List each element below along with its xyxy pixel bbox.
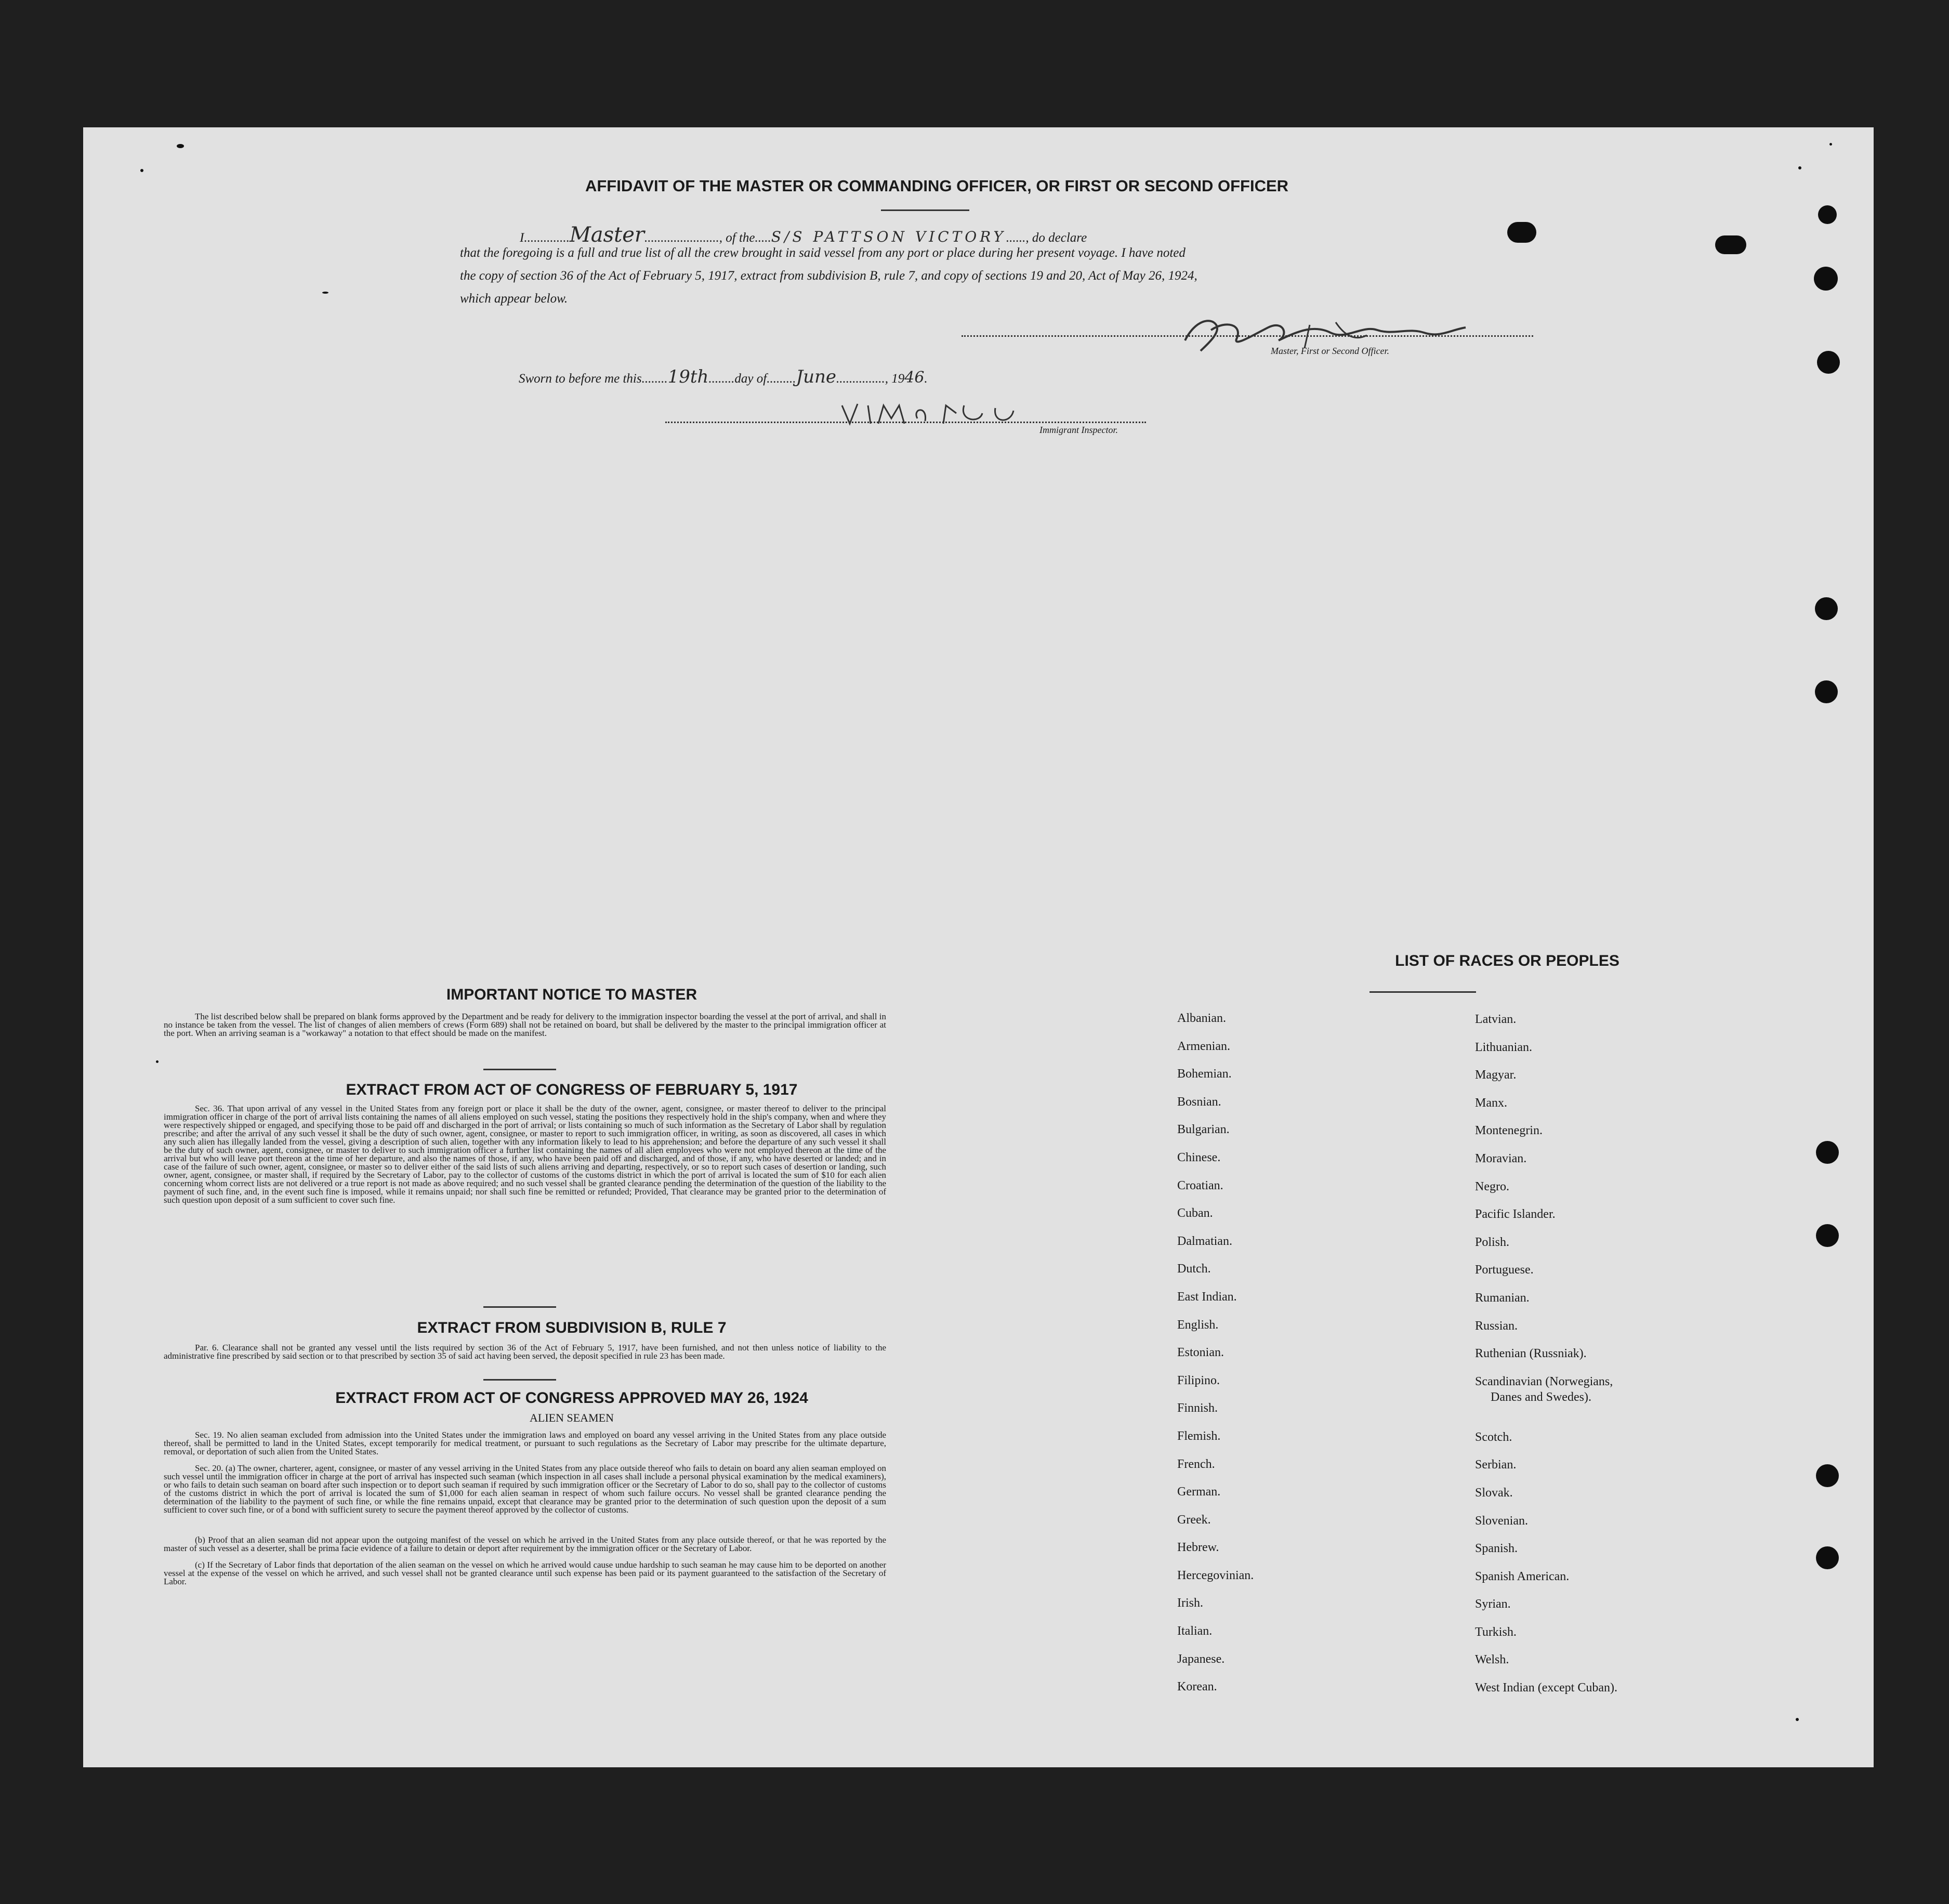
inspector-caption: Immigrant Inspector.	[1039, 425, 1118, 435]
race-item: Russian.	[1475, 1319, 1518, 1333]
sworn-label: Sworn to before me this	[519, 372, 642, 386]
of-the-label: , of the	[719, 231, 755, 245]
affidavit-heading: AFFIDAVIT OF THE MASTER OR COMMANDING OFFICER, OR FIRST OR SECOND OFFICER	[585, 177, 1289, 195]
race-item: Polish.	[1475, 1235, 1510, 1249]
day-handwritten: 19th	[667, 366, 709, 387]
notice-heading: IMPORTANT NOTICE TO MASTER	[446, 986, 697, 1003]
race-item: Japanese.	[1177, 1652, 1225, 1666]
divider-2	[483, 1306, 556, 1308]
race-item: Rumanian.	[1475, 1291, 1530, 1305]
race-item: Bulgarian.	[1177, 1123, 1230, 1137]
race-item: Italian.	[1177, 1624, 1213, 1638]
race-item: Finnish.	[1177, 1401, 1218, 1415]
signature-caption: Master, First or Second Officer.	[1271, 346, 1389, 356]
punch-hole	[1715, 235, 1746, 254]
sec20a-body: Sec. 20. (a) The owner, charterer, agent, consignee, or master of any vessel arriving in the United States from any place outside thereof who fails to detain on board any alien seaman employed on such vessel until the immigration officer in charge at the port of arrival has inspected such seaman (which inspection in all cases shall include a personal physical examination by the medical examiners), or who fails to detain such seaman on board after such inspection or to deport such seaman if required by such immigration officer or the Secretary of Labor to do so, shall pay to the collector of customs of the customs district in which the port of arrival is located the sum of $1,000 for each alien seaman in respect of whom such failure occurs. No vessel shall be granted clearance pending the determination of the liability to the payment of such fine, or while the fine remains unpaid, except that clearance may be granted prior to the determination of such question upon the deposit of a sum sufficient to cover such fine, or of a bond with sufficient surety to secure the payment thereof approved by the collector of customs.	[164, 1463, 886, 1515]
extract-1917-body: Sec. 36. That upon arrival of any vessel in the United States from any foreign port or place it shall be the duty of the owner, agent, consignee, or master thereof to deliver to the principal immigration officer in charge of the port of arrival lists containing the names of all aliens employed on such vessel, stating the positions they respectively hold in the ship's company, when and where they were respectively shipped or engaged, and specifying those to be paid off and discharged in the port of arrival; or lists containing so much of such information as the Secretary of Labor shall by regulation prescribe; and after the arrival of any such vessel it shall be the duty of such owner, agent, consignee, or master to report to such immigration officer, in writing, as soon as discovered, all cases in which any such alien has illegally landed from the vessel, giving a description of such alien, together with any information likely to lead to his apprehension; and before the departure of any such vessel it shall be the duty of such owner, agent, consignee, or master to deliver to such immigration officer a further list containing the names of all alien employees who were not employed thereon at the time of the arrival but who will leave port thereon at the time of her departure, and also the names of those, if any, who have been paid off and discharged, and of those, if any, who have deserted or landed; and in case of the failure of such owner, agent, consignee, or master so to deliver either of the said lists of such aliens arriving and departing, respectively, or so to report such cases of desertion or landing, such owner, agent, consignee, or master shall, if required by the Secretary of Labor, pay to the collector of customs of the customs district in which the port of arrival is located the sum of $10 for each alien concerning whom correct lists are not delivered or a true report is not made as above required; and no such vessel shall be granted clearance pending the determination of the question of the liability to the payment of such fine, and, in the event such fine is imposed, while it remains unpaid; nor shall such fine be remitted or refunded; Provided, That clearance may be granted prior to the determination of such question upon deposit of a sum sufficient to cover such fine.	[164, 1104, 886, 1205]
race-item: Greek.	[1177, 1513, 1211, 1527]
race-item: Slovenian.	[1475, 1514, 1528, 1528]
extract-1924-subheading: ALIEN SEAMEN	[530, 1411, 614, 1424]
race-item: Montenegrin.	[1475, 1124, 1543, 1138]
race-item: Cuban.	[1177, 1206, 1213, 1220]
notice-body: The list described below shall be prepared on blank forms approved by the Department and be ready for delivery to the immigration inspector boarding the vessel at the port of arrival, and shall in no instance be taken from the vessel. The list of changes of alien members of crews (Form 689) shall not be retained on board, but shall be delivered by the master to the principal immigration officer at the port. When an arriving seaman is a "workaway" a notation to that effect should be made on the manifest.	[164, 1012, 886, 1038]
race-item: Armenian.	[1177, 1039, 1230, 1053]
race-item: Filipino.	[1177, 1373, 1220, 1387]
races-left-column	[1177, 1011, 1254, 1708]
race-item: Korean.	[1177, 1680, 1217, 1694]
document-page	[83, 127, 1874, 1767]
race-item: Albanian.	[1177, 1012, 1226, 1025]
race-item: Spanish.	[1475, 1542, 1518, 1556]
year-prefix: , 19	[885, 372, 905, 386]
i-label: I	[520, 231, 524, 245]
month-handwritten: June	[796, 366, 836, 387]
race-item: Slovak.	[1475, 1486, 1513, 1500]
speck	[140, 169, 143, 172]
rule7-body: Par. 6. Clearance shall not be granted any vessel until the lists required by section 36 of the Act of February 5, 1917, have been furnished, and not then unless notice of liability to the administrative fine prescribed by said section or to that prescribed by section 35 of said act having been served, the deposit specified in rule 23 has been made.	[164, 1343, 886, 1361]
race-item: Estonian.	[1177, 1346, 1224, 1360]
punch-hole	[1817, 351, 1840, 374]
extract-1924-heading: EXTRACT FROM ACT OF CONGRESS APPROVED MAY 26, 1924	[335, 1389, 808, 1407]
punch-hole	[1507, 222, 1536, 243]
speck	[1798, 166, 1801, 169]
race-item: Danes and Swedes).	[1491, 1390, 1591, 1404]
sec19-body: Sec. 19. No alien seaman excluded from admission into the United States under the immigration laws and employed on board any vessel arriving in the United States from any place outside thereof, shall be permitted to land in the United States, except temporarily for medical treatment, or pursuant to such regulations as the Secretary of Labor may prescribe for the ultimate departure, removal, or deportation of such alien from the United States.	[164, 1430, 886, 1456]
punch-hole	[1818, 205, 1837, 224]
divider-3	[483, 1379, 556, 1381]
race-item: Spanish American.	[1475, 1569, 1570, 1583]
race-item: Portuguese.	[1475, 1263, 1534, 1277]
punch-hole	[1816, 1546, 1839, 1569]
do-declare: , do declare	[1025, 231, 1087, 245]
speck	[1796, 1718, 1799, 1721]
race-item: French.	[1177, 1457, 1215, 1471]
race-item: Magyar.	[1475, 1068, 1517, 1082]
race-item: Flemish.	[1177, 1429, 1221, 1443]
speck	[177, 144, 184, 148]
race-item: Ruthenian (Russniak).	[1475, 1347, 1587, 1361]
race-item: West Indian (except Cuban).	[1475, 1681, 1617, 1695]
affidavit-line-4: which appear below.	[460, 292, 568, 306]
race-item: Dalmatian.	[1177, 1234, 1232, 1248]
race-item: Bosnian.	[1177, 1095, 1221, 1109]
race-item: Moravian.	[1475, 1151, 1527, 1165]
rank-handwritten: Master	[569, 223, 645, 247]
year-handwritten: 46	[904, 369, 925, 387]
affidavit-line-1: I..............Master......................., of the.....S/S PATTSON VICTORY......, do declare	[520, 223, 1087, 247]
race-item: Chinese.	[1177, 1150, 1221, 1164]
races-right-column	[1475, 1012, 1617, 1709]
races-heading: LIST OF RACES OR PEOPLES	[1395, 952, 1619, 969]
race-item: Lithuanian.	[1475, 1040, 1532, 1054]
race-item: English.	[1177, 1318, 1219, 1332]
affidavit-line-3: the copy of section 36 of the Act of February 5, 1917, extract from subdivision B, rule 7, and copy of sections 19 and 20, Act of May 26, 1924,	[460, 269, 1197, 283]
inspector-initials	[839, 398, 1026, 429]
sec20c-body: (c) If the Secretary of Labor finds that deportation of the alien seaman on the vessel on which he arrived would cause undue hardship to such seaman he may cause him to be deported on another vessel at the expense of the vessel on which he arrived, and such vessel shall not be granted clearance until such expense has been paid or its payment guaranteed to the satisfaction of the Secretary of Labor.	[164, 1560, 886, 1586]
race-item: Turkish.	[1475, 1625, 1517, 1639]
race-item: Manx.	[1475, 1096, 1507, 1110]
race-item: Dutch.	[1177, 1262, 1211, 1276]
punch-hole	[1816, 1464, 1839, 1487]
race-item: Hercegovinian.	[1177, 1568, 1254, 1582]
punch-hole	[1816, 1224, 1839, 1247]
punch-hole	[1814, 267, 1838, 291]
race-item: German.	[1177, 1485, 1221, 1499]
race-item: Irish.	[1177, 1596, 1203, 1610]
race-item: Serbian.	[1475, 1458, 1517, 1472]
speck	[156, 1060, 159, 1063]
rule7-heading: EXTRACT FROM SUBDIVISION B, RULE 7	[417, 1319, 727, 1336]
races-divider	[1369, 991, 1476, 993]
race-item: Syrian.	[1475, 1597, 1511, 1611]
punch-hole	[1816, 1141, 1839, 1164]
punch-hole	[1815, 680, 1838, 703]
vessel-handwritten: S/S PATTSON VICTORY	[771, 228, 1006, 245]
race-item: Welsh.	[1475, 1653, 1509, 1667]
race-item: Scotch.	[1475, 1430, 1512, 1444]
race-item: Pacific Islander.	[1475, 1207, 1556, 1222]
race-item: Hebrew.	[1177, 1541, 1219, 1555]
affidavit-line-2: that the foregoing is a full and true list of all the crew brought in said vessel from any port or place during her present voyage. I have noted	[460, 246, 1186, 260]
race-item: Latvian.	[1475, 1013, 1517, 1026]
extract-1917-heading: EXTRACT FROM ACT OF CONGRESS OF FEBRUARY 5, 1917	[346, 1081, 798, 1098]
sec20b-body: (b) Proof that an alien seaman did not appear upon the outgoing manifest of the vessel on which he arrived in the United States from any place outside thereof, or that he was reported by the master of such vessel as a deserter, shall be prima facie evidence of a failure to detain or deport after requirement by the immigration officer or the Secretary of Labor.	[164, 1535, 886, 1553]
speck	[1829, 143, 1832, 146]
sworn-line: Sworn to before me this........19th........day of.........June..............., 1946.	[519, 366, 928, 387]
race-item: Negro.	[1475, 1179, 1509, 1193]
race-item: Bohemian.	[1177, 1067, 1232, 1081]
race-item: East Indian.	[1177, 1290, 1237, 1304]
speck	[322, 292, 328, 294]
divider-1	[483, 1069, 556, 1070]
race-item: Croatian.	[1177, 1178, 1223, 1192]
race-item: Scandinavian (Norwegians,	[1475, 1374, 1613, 1388]
heading-divider	[881, 209, 969, 211]
day-of-label: day of	[734, 372, 767, 386]
punch-hole	[1815, 597, 1838, 620]
